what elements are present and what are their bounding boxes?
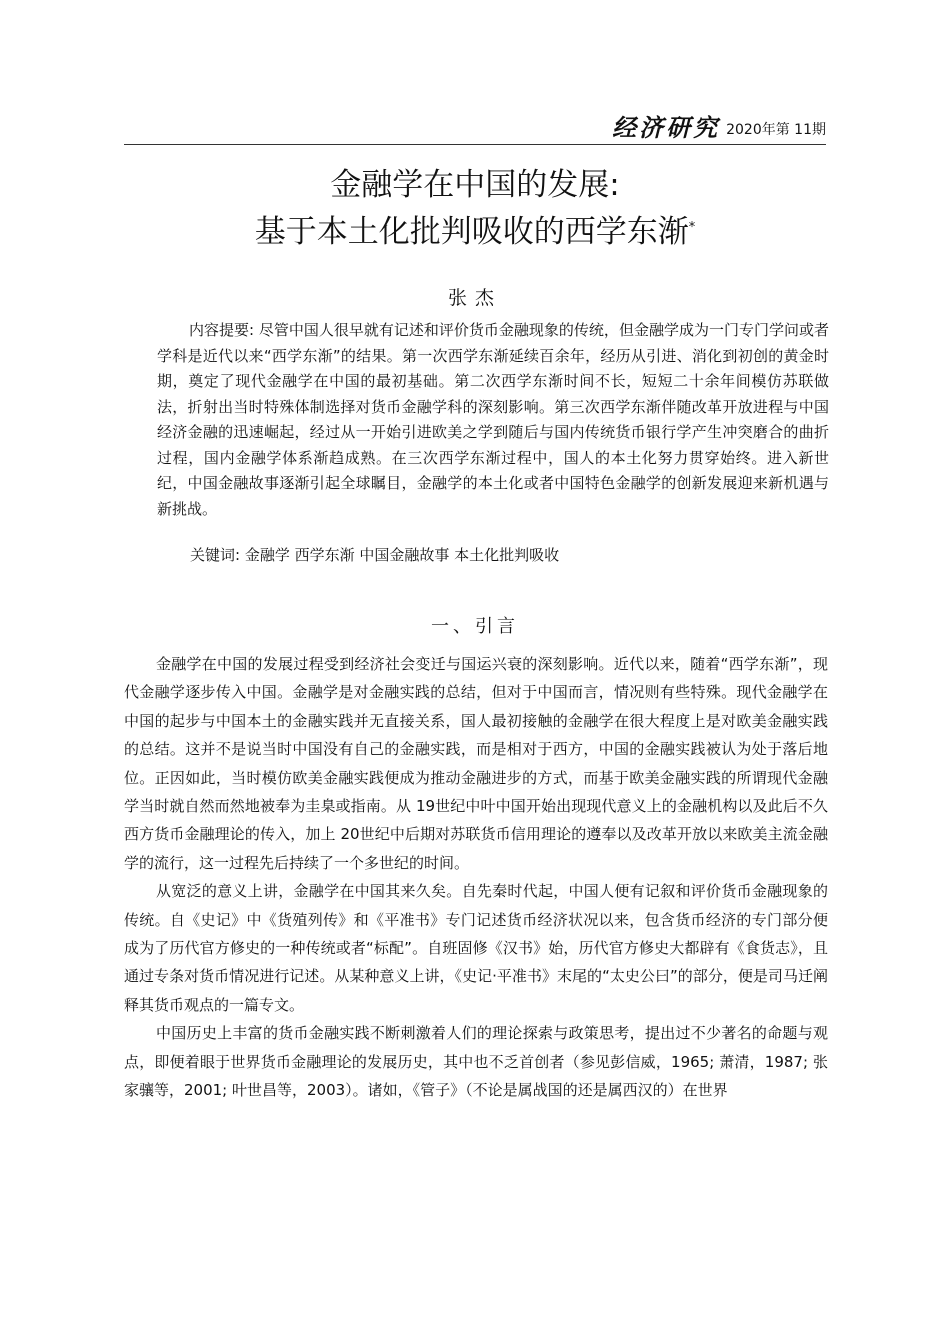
paragraph: 从宽泛的意义上讲，金融学在中国其来久矣。自先秦时代起，中国人便有记叙和评价货币金融现象的传统。自《史记》中《货殖列传》和《平准书》专门记述货币经济状况以来，包含货币经济的专门部分便成为了历代官方修史的一种传统或者“标配”。自班固修《汉书》始，历代官方修史大都辟有《食货志》，且通过专条对货币情况进行记述。从某种意义上讲，《史记·平准书》末尾的“太史公曰”的部分，便是司马迁阐释其货币观点的一篇专文。: [124, 882, 828, 1014]
abstract-label: 内容提要:: [189, 321, 255, 339]
article-title-line2-text: 基于本土化批判吸收的西学东渐: [254, 214, 689, 250]
section-heading: 一、引言: [431, 616, 519, 637]
body-text: [124, 650, 828, 1105]
title-footnote-mark: *: [688, 220, 696, 235]
author-name: 张杰: [447, 287, 502, 309]
article-title-line1: 金融学在中国的发展:: [330, 167, 620, 203]
abstract: [157, 318, 829, 522]
running-header: [124, 112, 826, 145]
paragraph: 中国历史上丰富的货币金融实践不断刺激着人们的理论探索与政策思考，提出过不少著名的命题与观点，即便着眼于世界货币金融理论的发展历史，其中也不乏首创者（参见彭信威，1965; 萧清，1987; 张家骧等，2001; 叶世昌等，2003）。诸如，《管子》（不论是属战国的还是属西汉的）在世界: [124, 1024, 828, 1100]
abstract-text: 尽管中国人很早就有记述和评价货币金融现象的传统，但金融学成为一门专门学问或者学科是近代以来“西学东渐”的结果。第一次西学东渐延续百余年，经历从引进、消化到初创的黄金时期，奠定了现代金融学在中国的最初基础。第二次西学东渐时间不长，短短二十余年间模仿苏联做法，折射出当时特殊体制选择对货币金融学科的深刻影响。第三次西学东渐伴随改革开放进程与中国经济金融的迅速崛起，经过从一开始引进欧美之学到随后与国内传统货币银行学产生冲突磨合的曲折过程，国内金融学体系渐趋成熟。在三次西学东渐过程中，国人的本土化努力贯穿始终。进入新世纪，中国金融故事逐渐引起全球瞩目，金融学的本土化或者中国特色金融学的创新发展迎来新机遇与新挑战。: [157, 321, 829, 518]
issue-label: 2020年第 11期: [726, 122, 826, 138]
paragraph: 金融学在中国的发展过程受到经济社会变迁与国运兴衰的深刻影响。近代以来，随着“西学东渐”，现代金融学逐步传入中国。金融学是对金融实践的总结，但对于中国而言，情况则有些特殊。现代金融学在中国的起步与中国本土的金融实践并无直接关系，国人最初接触的金融学在很大程度上是对欧美金融实践的总结。这并不是说当时中国没有自己的金融实践，而是相对于西方，中国的金融实践被认为处于落后地位。正因如此，当时模仿欧美金融实践便成为推动金融进步的方式，而基于欧美金融实践的所谓现代金融学当时就自然而然地被奉为圭臬或指南。从 19世纪中叶中国开始出现现代意义上的金融机构以及此后不久西方货币金融理论的传入，加上 20世纪中后期对苏联货币信用理论的遵奉以及改革开放以来欧美主流金融学的流行，这一过程先后持续了一个多世纪的时间。: [124, 655, 828, 872]
keywords: [190, 543, 559, 568]
keywords-text: 金融学 西学东渐 中国金融故事 本土化批判吸收: [244, 546, 560, 564]
article-title-line2: [124, 212, 826, 252]
keywords-label: 关键词:: [190, 546, 241, 564]
journal-logo: 经济研究: [612, 113, 721, 142]
